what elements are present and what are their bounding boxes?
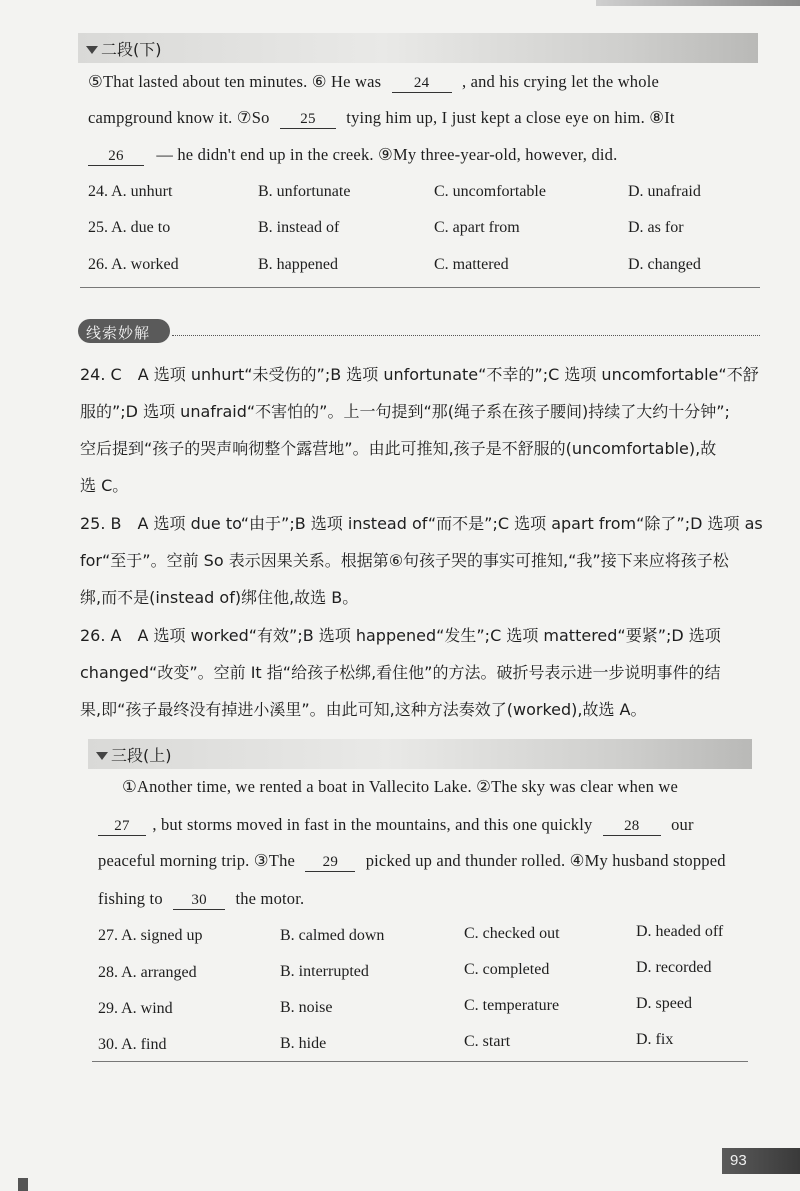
q26-option-c: C. mattered [434, 256, 509, 273]
q28-option-b: B. interrupted [280, 963, 369, 980]
q26-option-d: D. changed [628, 256, 701, 273]
q29-option-c: C. temperature [464, 997, 560, 1014]
passage3-line-1: ①Another time, we rented a boat in Vallecito Lake. ②The sky was clear when we [122, 777, 678, 796]
clue-badge [78, 319, 170, 343]
q30-option-d: D. fix [636, 1031, 674, 1048]
q30-option-c: C. start [464, 1033, 511, 1050]
explanation-line: 服的”;D 选项 unafraid“不害怕的”。上一句提到“那(绳子系在孩子腰间)持续了大约十分钟”; [80, 402, 730, 421]
blank-24: 24 [392, 74, 452, 93]
passage-text: tying him up, I just kept a close eye on him. ⑧It [346, 108, 675, 127]
section-header-2 [78, 33, 758, 63]
explanation-line: 26. A A 选项 worked“有效”;B 选项 happened“发生”;C 选项 mattered“要紧”;D 选项 [80, 626, 721, 645]
q28-option-a: 28. A. arranged [98, 964, 197, 981]
q30-option-b: B. hide [280, 1035, 327, 1052]
blank-26: 26 [88, 147, 144, 166]
q27-option-d: D. headed off [636, 923, 724, 940]
explanation-line: 绑,而不是(instead of)绑住他,故选 B。 [80, 588, 359, 607]
explanation-line: 25. B A 选项 due to“由于”;B 选项 instead of“而不是”;C 选项 apart from“除了”;D 选项 as [80, 514, 763, 533]
q29-option-a: 29. A. wind [98, 1000, 173, 1017]
passage-text: our [671, 815, 694, 834]
clue-badge-label: 线索妙解 [86, 324, 151, 342]
explanation-line: 空后提到“孩子的哭声响彻整个露营地”。由此可推知,孩子是不舒服的(uncomfortable),故 [80, 439, 717, 458]
q25-option-a: 25. A. due to [88, 219, 171, 236]
passage-text: , but storms moved in fast in the mountains, and this one quickly [152, 815, 593, 834]
passage3-line-2 [98, 815, 694, 836]
q26-option-a: 26. A. worked [88, 256, 179, 273]
q29-option-d: D. speed [636, 995, 692, 1012]
section-header-2-label: 二段(下) [101, 40, 162, 59]
explanation-line: 选 C。 [80, 476, 129, 495]
passage-text: , and his crying let the whole [461, 72, 660, 91]
passage3-line-4 [98, 889, 304, 910]
q24-option-c: C. uncomfortable [434, 183, 546, 200]
passage-text: fishing to [98, 889, 163, 908]
q27-option-a: 27. A. signed up [98, 927, 203, 944]
q26-option-b: B. happened [258, 256, 338, 273]
section-header-3 [88, 739, 752, 769]
q25-option-b: B. instead of [258, 219, 340, 236]
q25-option-d: D. as for [628, 219, 684, 236]
section-divider [80, 287, 760, 288]
passage-text: — he didn't end up in the creek. ⑨My three-year-old, however, did. [156, 145, 618, 164]
q24-option-a: 24. A. unhurt [88, 183, 173, 200]
top-edge-mark [596, 0, 800, 6]
q25-option-c: C. apart from [434, 219, 520, 236]
passage-text: campground know it. ⑦So [88, 108, 270, 127]
blank-25: 25 [280, 110, 336, 129]
q30-option-a: 30. A. find [98, 1036, 167, 1053]
section-header-3-label: 三段(上) [111, 746, 172, 765]
q27-option-b: B. calmed down [280, 927, 385, 944]
q24-option-d: D. unafraid [628, 183, 701, 200]
explanation-line: changed“改变”。空前 It 指“给孩子松绑,看住他”的方法。破折号表示进一步说明事件的结 [80, 663, 721, 682]
q28-option-d: D. recorded [636, 959, 712, 976]
passage2-line-1 [88, 72, 659, 93]
passage-text: picked up and thunder rolled. ④My husband stopped [365, 851, 726, 870]
passage-text: peaceful morning trip. ③The [98, 851, 296, 870]
q29-option-b: B. noise [280, 999, 333, 1016]
passage-text: ⑤That lasted about ten minutes. ⑥ He was [88, 72, 382, 91]
bottom-edge-mark [18, 1178, 28, 1191]
page-number-box [722, 1148, 800, 1174]
passage3-line-3 [98, 851, 726, 872]
page-number: 93 [730, 1152, 747, 1169]
q27-option-c: C. checked out [464, 925, 560, 942]
explanation-line: 果,即“孩子最终没有掉进小溪里”。由此可知,这种方法奏效了(worked),故选 A。 [80, 700, 647, 719]
passage2-line-3 [88, 145, 617, 166]
blank-28: 28 [603, 817, 661, 836]
blank-29: 29 [305, 853, 355, 872]
passage2-line-2 [88, 108, 675, 129]
explanation-line: for“至于”。空前 So 表示因果关系。根据第⑥句孩子哭的事实可推知,“我”接下来应将孩子松 [80, 551, 729, 570]
blank-30: 30 [173, 891, 225, 910]
q28-option-c: C. completed [464, 961, 550, 978]
explanation-line: 24. C A 选项 unhurt“未受伤的”;B 选项 unfortunate“不幸的”;C 选项 uncomfortable“不舒 [80, 365, 759, 384]
q24-option-b: B. unfortunate [258, 183, 351, 200]
section-divider [92, 1061, 748, 1062]
blank-27: 27 [98, 817, 146, 836]
triangle-down-icon [96, 752, 108, 760]
passage-text: the motor. [235, 889, 305, 908]
dotted-divider [172, 335, 760, 336]
triangle-down-icon [86, 46, 98, 54]
